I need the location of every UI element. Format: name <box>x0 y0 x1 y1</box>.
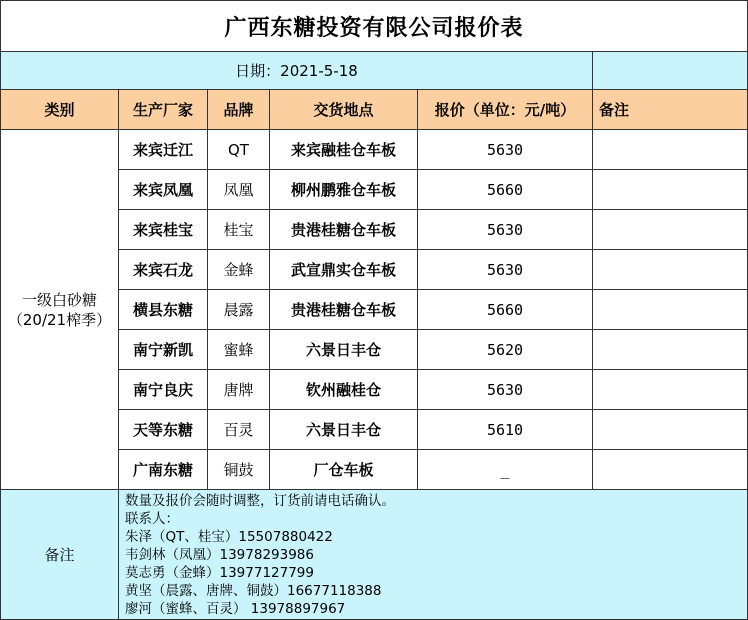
price-cell: 5630 <box>418 130 593 170</box>
brand-cell: 凤凰 <box>208 170 270 210</box>
delivery-cell: 来宾融桂仓车板 <box>270 130 418 170</box>
manufacturer-cell: 天等东糖 <box>119 410 208 450</box>
remark-cell <box>593 250 748 290</box>
note-line: 朱泽（QT、桂宝）15507880422 <box>125 529 333 545</box>
delivery-cell: 六景日丰仓 <box>270 410 418 450</box>
brand-cell: 金蜂 <box>208 250 270 290</box>
header-manufacturer: 生产厂家 <box>119 90 208 130</box>
manufacturer-cell: 来宾凤凰 <box>119 170 208 210</box>
header-price: 报价（单位：元/吨） <box>418 90 593 130</box>
remark-cell <box>593 130 748 170</box>
brand-cell: 蜜蜂 <box>208 330 270 370</box>
manufacturer-cell: 来宾桂宝 <box>119 210 208 250</box>
note-line: 联系人： <box>125 511 179 527</box>
footer-notes <box>119 490 748 620</box>
remark-cell <box>593 370 748 410</box>
footer-label: 备注 <box>0 490 119 620</box>
remark-cell <box>593 410 748 450</box>
note-line: 数量及报价会随时调整，订货前请电话确认。 <box>125 493 395 509</box>
remark-cell <box>593 450 748 490</box>
category-season: （20/21榨季） <box>7 310 112 329</box>
category-cell <box>0 130 119 490</box>
remark-cell <box>593 290 748 330</box>
sheet-title: 广西东糖投资有限公司报价表 <box>0 0 748 52</box>
price-cell: 5630 <box>418 210 593 250</box>
remark-cell <box>593 170 748 210</box>
brand-cell: 唐牌 <box>208 370 270 410</box>
price-cell: 5620 <box>418 330 593 370</box>
manufacturer-cell: 来宾迁江 <box>119 130 208 170</box>
manufacturer-cell: 南宁新凯 <box>119 330 208 370</box>
price-cell: 5660 <box>418 170 593 210</box>
delivery-cell: 六景日丰仓 <box>270 330 418 370</box>
brand-cell: 桂宝 <box>208 210 270 250</box>
manufacturer-cell: 横县东糖 <box>119 290 208 330</box>
remark-cell <box>593 210 748 250</box>
delivery-cell: 贵港桂糖仓车板 <box>270 210 418 250</box>
manufacturer-cell: 来宾石龙 <box>119 250 208 290</box>
note-line: 韦剑林（凤凰）13978293986 <box>125 547 314 563</box>
price-cell: 5630 <box>418 370 593 410</box>
delivery-cell: 厂仓车板 <box>270 450 418 490</box>
brand-cell: 铜鼓 <box>208 450 270 490</box>
date-row-blank <box>593 52 748 90</box>
header-remark: 备注 <box>593 90 748 130</box>
remark-cell <box>593 330 748 370</box>
header-category: 类别 <box>0 90 119 130</box>
header-delivery: 交货地点 <box>270 90 418 130</box>
category-name: 一级白砂糖 <box>21 290 97 309</box>
brand-cell: 百灵 <box>208 410 270 450</box>
brand-cell: 晨露 <box>208 290 270 330</box>
brand-cell: QT <box>208 130 270 170</box>
manufacturer-cell: 广南东糖 <box>119 450 208 490</box>
price-cell: 5630 <box>418 250 593 290</box>
delivery-cell: 柳州鹏雅仓车板 <box>270 170 418 210</box>
header-brand: 品牌 <box>208 90 270 130</box>
delivery-cell: 武宣鼎实仓车板 <box>270 250 418 290</box>
note-line: 廖河（蜜蜂、百灵） 13978897967 <box>125 601 346 617</box>
note-line: 黄坚（晨露、唐牌、铜鼓）16677118388 <box>125 583 382 599</box>
delivery-cell: 钦州融桂仓 <box>270 370 418 410</box>
price-cell: 5660 <box>418 290 593 330</box>
price-cell: 5610 <box>418 410 593 450</box>
date-label: 日期：2021-5-18 <box>0 52 593 90</box>
note-line: 莫志勇（金蜂）13977127799 <box>125 565 314 581</box>
delivery-cell: 贵港桂糖仓车板 <box>270 290 418 330</box>
manufacturer-cell: 南宁良庆 <box>119 370 208 410</box>
price-cell: _ <box>418 450 593 490</box>
